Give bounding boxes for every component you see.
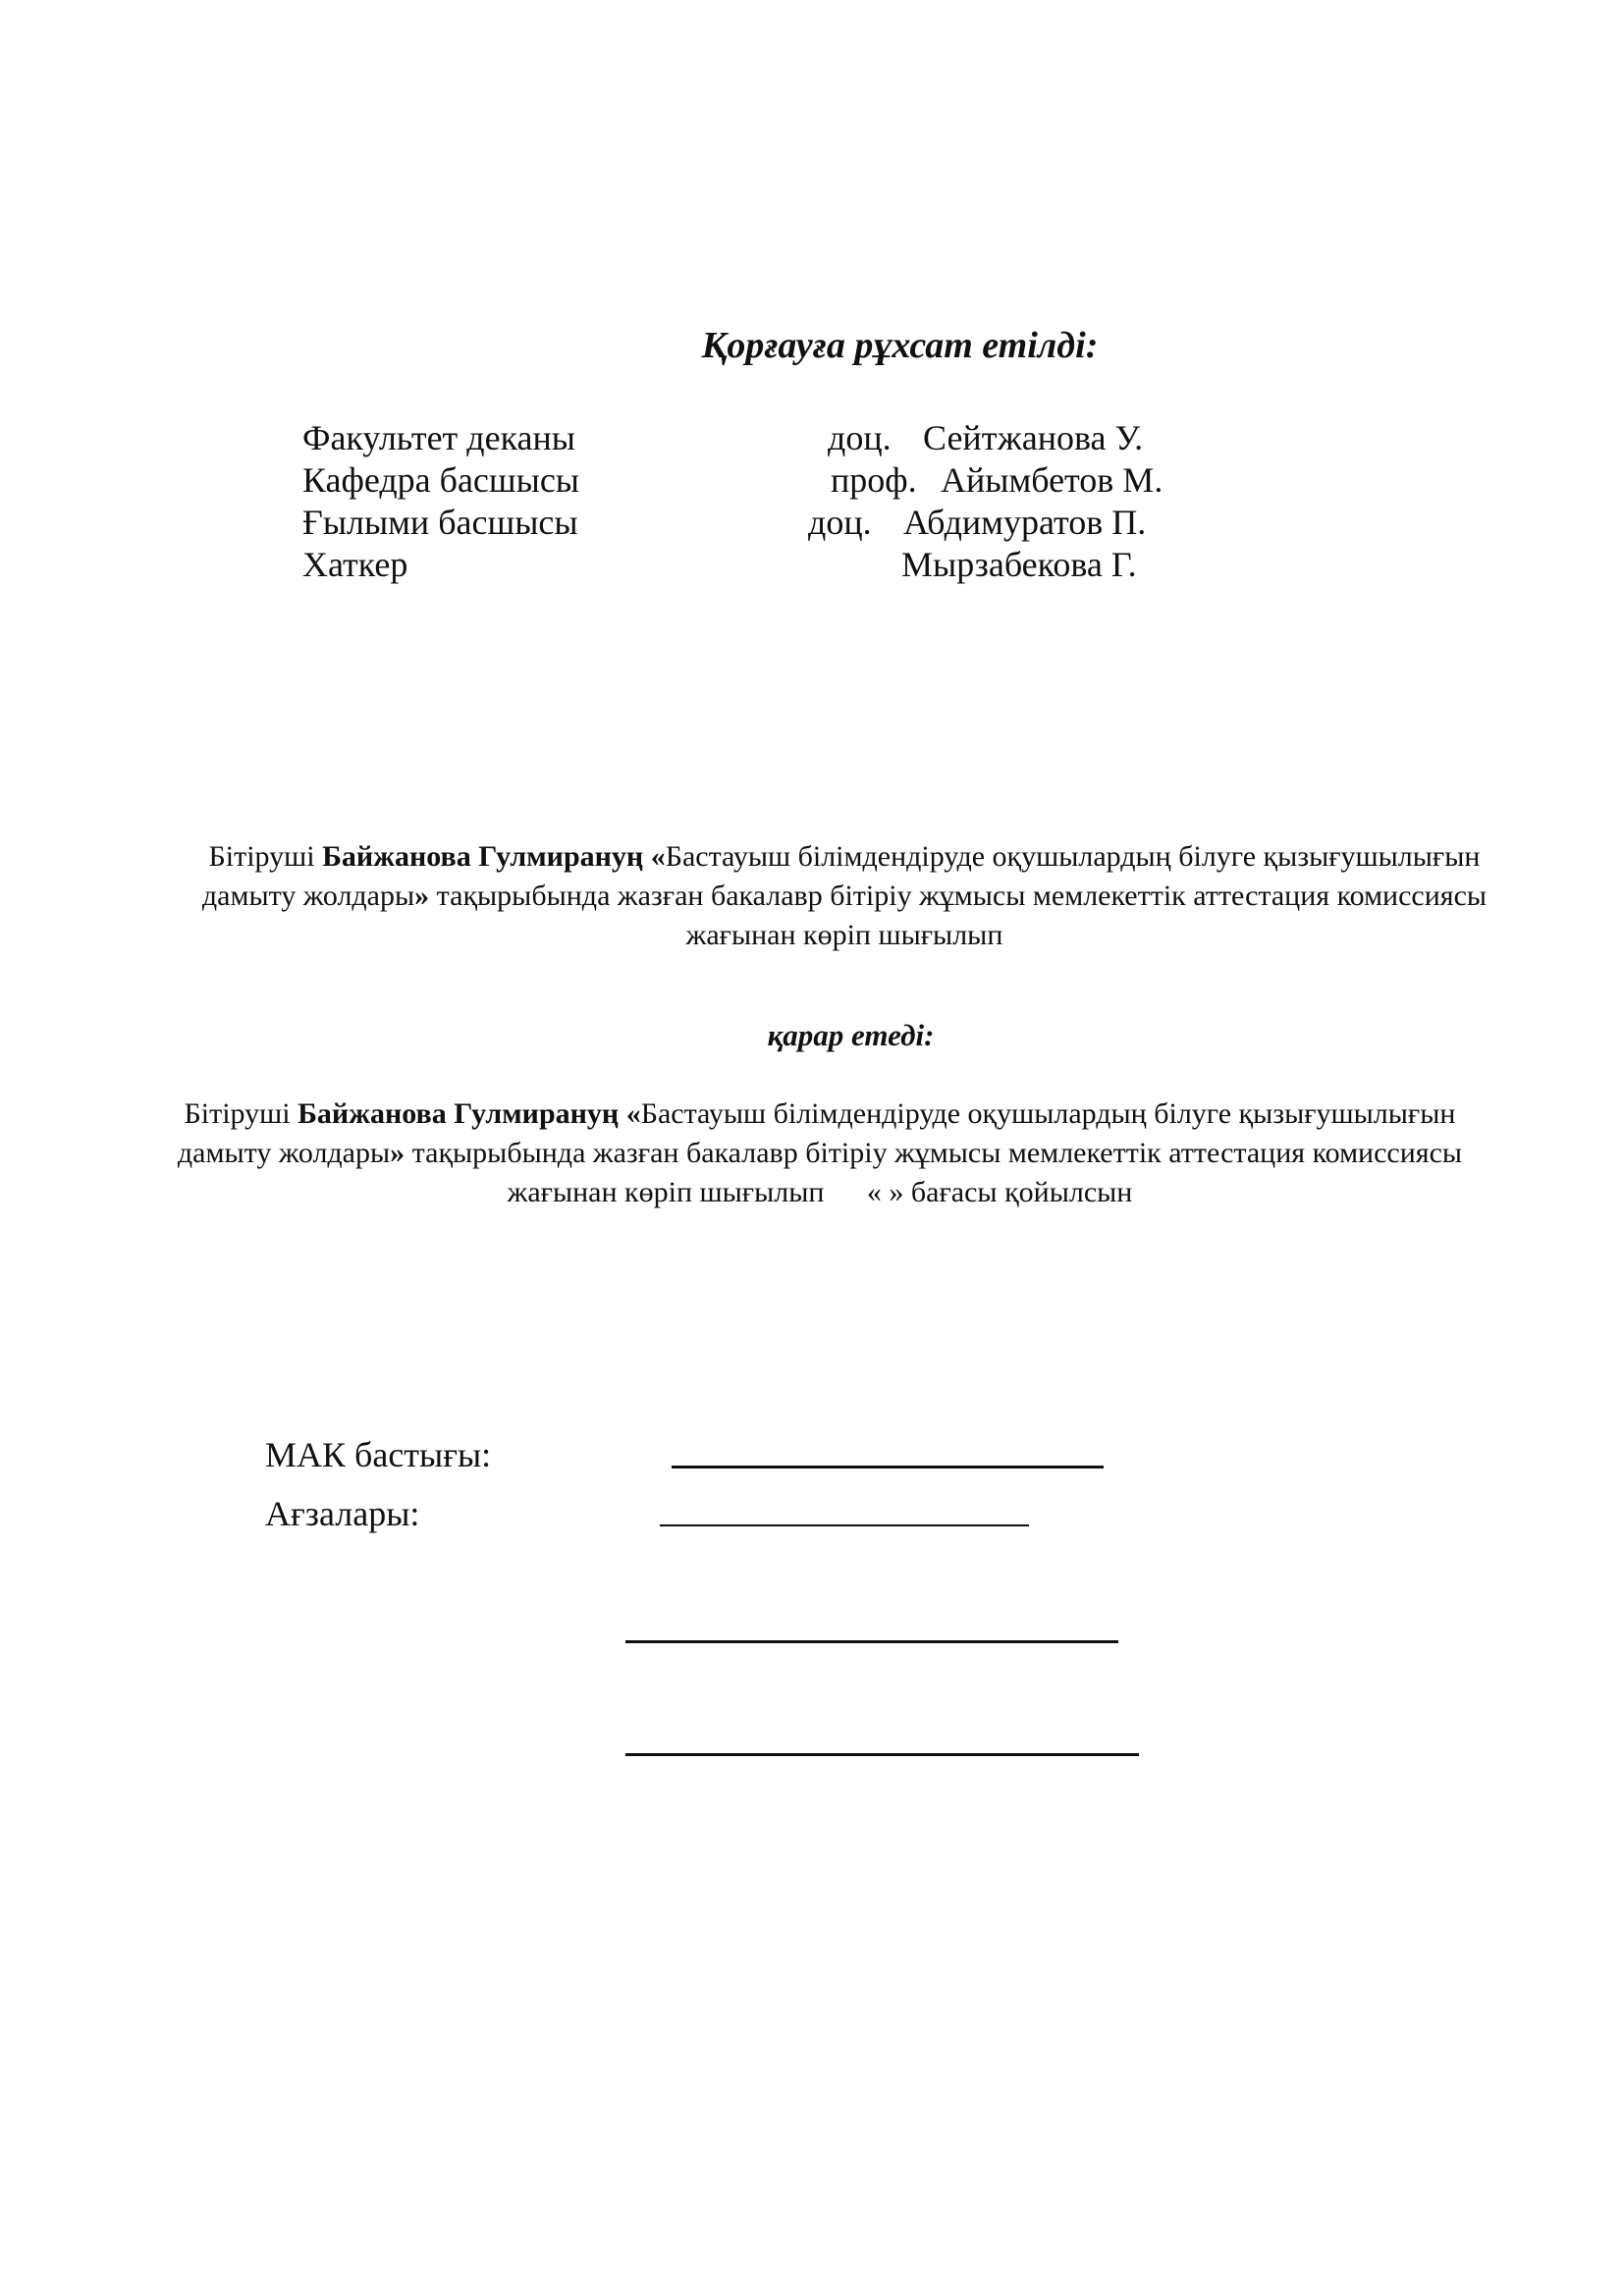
decision-heading: қарар етеді: [767,1018,935,1052]
name-supervisor: Абдимуратов П. [903,503,1147,542]
chair-label: МАК бастығы: [265,1435,492,1474]
title-head-of-department: проф. [831,460,917,500]
intro-prefix: Бітіруші [208,840,323,873]
member-signature-line-3 [625,1753,1139,1756]
intro-close-quote: » [414,880,430,912]
name-head-of-department: Айымбетов М. [941,460,1163,500]
name-secretary: Мырзабекова Г. [901,545,1137,584]
decision-topic: Бастауыш білімдендіруде оқушылардың білуге қызығушылығын дамыту жолдары [177,1097,1456,1169]
intro-paragraph [177,837,1512,955]
role-head-of-department: Кафедра басшысы [302,460,579,500]
decision-student-name: Байжанова Гулмиранyң « [298,1097,641,1130]
name-dean: Сейтжанова У. [923,418,1144,457]
grade-text: « » бағасы қойылсын [866,1176,1133,1208]
title-dean: доц. [828,418,892,457]
intro-topic: Бастауыш білімдендіруде оқушылардың білуге қызығушылығын дамыту жолдары [201,840,1481,912]
member-signature-line-2 [625,1640,1118,1643]
decision-paragraph [167,1095,1473,1212]
role-supervisor: Ғылыми басшысы [302,503,578,542]
members-label: Ағзалары: [265,1494,420,1533]
chair-signature-line [672,1466,1104,1468]
role-dean: Факультет деканы [302,418,575,457]
title-supervisor: доц. [808,503,872,542]
decision-close-quote: » [390,1137,406,1169]
decision-suffix: тақырыбында жазған бакалавр бітіріу жұмысы мемлекеттік аттестация комиссиясы жағынан көріп шығылып [405,1137,1463,1208]
intro-suffix: тақырыбында жазған бакалавр бітіріу жұмысы мемлекеттік аттестация комиссиясы жағынан көріп шығылып [429,880,1488,951]
decision-prefix: Бітіруші [184,1097,298,1130]
role-secretary: Хаткер [302,545,408,584]
approval-heading: Қорғауға рұхсат етілді: [701,325,1099,366]
intro-student-name: Байжанова Гулмиранyң « [322,840,666,873]
member-signature-line-1 [660,1524,1029,1526]
